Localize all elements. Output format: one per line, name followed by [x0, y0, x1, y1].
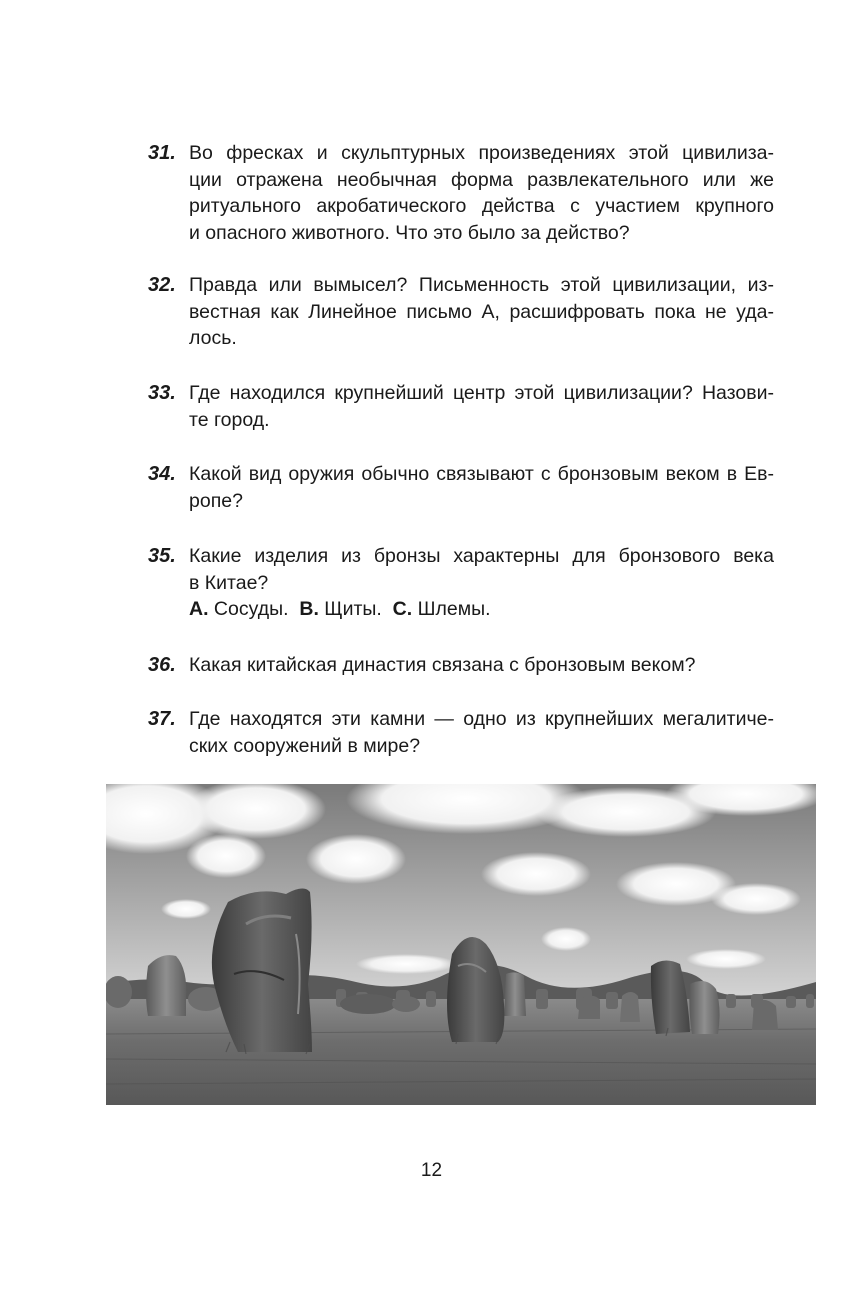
question-line: и опасного животного. Что это было за действо? — [189, 221, 630, 244]
option-text-c: Шлемы. — [417, 598, 491, 620]
standing-stones-photo — [106, 784, 816, 1105]
question-36 — [148, 652, 774, 679]
question-line: Какие изделия из бронзы характерны для бронзового века — [189, 545, 774, 567]
question-line: Правда или вымысел? Письменность этой цивилизации, из- — [189, 274, 774, 296]
question-text — [148, 543, 774, 596]
question-text — [148, 652, 774, 679]
question-text — [148, 706, 774, 759]
question-line: в Китае? — [189, 571, 269, 594]
photo-illustration — [106, 784, 816, 1105]
question-number: 33. — [148, 382, 176, 404]
page-number: 12 — [420, 1160, 443, 1181]
question-line: Где находился крупнейший центр этой цивилизации? Назови- — [189, 382, 774, 404]
question-34 — [148, 461, 774, 514]
option-text-b: Щиты. — [324, 598, 382, 620]
question-line: Во фресках и скульптурных произведениях этой цивилиза- — [189, 142, 774, 164]
question-line: вестная как Линейное письмо А, расшифровать пока не уда- — [189, 300, 774, 323]
question-line: ритуального акробатического действа с участием крупного — [189, 195, 774, 217]
question-37 — [148, 706, 774, 759]
question-text — [148, 272, 774, 352]
question-text — [148, 461, 774, 514]
answer-options — [148, 596, 774, 623]
question-number: 32. — [148, 274, 176, 296]
question-number: 34. — [148, 463, 176, 485]
question-line: Какая китайская династия связана с бронзовым веком? — [189, 654, 696, 676]
question-number: 31. — [148, 142, 176, 164]
question-line: ских сооружений в мире? — [189, 734, 421, 757]
option-letter-b: B. — [299, 598, 319, 620]
option-text-a: Сосуды. — [213, 598, 289, 620]
question-33 — [148, 380, 774, 433]
question-31 — [148, 140, 774, 246]
question-line: те город. — [189, 408, 270, 431]
question-line: ции отражена необычная форма развлекательного или же — [189, 168, 774, 191]
question-35 — [148, 543, 774, 623]
question-text — [148, 380, 774, 433]
option-letter-a: A. — [189, 598, 209, 620]
question-text — [148, 140, 774, 246]
question-number: 37. — [148, 708, 176, 730]
question-number: 36. — [148, 654, 176, 676]
option-letter-c: C. — [392, 598, 413, 620]
question-32 — [148, 272, 774, 352]
question-line: ропе? — [189, 489, 243, 512]
question-line: лось. — [189, 327, 237, 349]
question-line: Где находятся эти камни — одно из крупнейших мегалитиче- — [189, 708, 774, 730]
question-number: 35. — [148, 545, 176, 567]
question-line: Какой вид оружия обычно связывают с бронзовым веком в Ев- — [189, 463, 774, 485]
